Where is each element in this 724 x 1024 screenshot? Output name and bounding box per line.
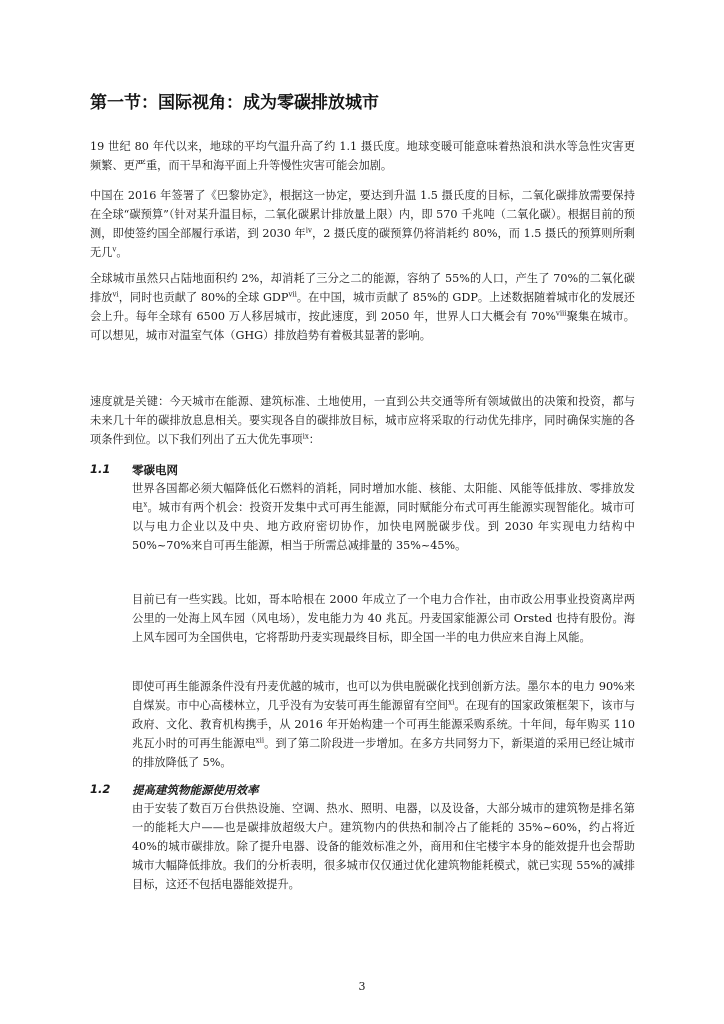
paragraph-copenhagen — [132, 590, 635, 647]
paragraph-text: 由于安装了数百万台供热设施、空调、热水、照明、电器，以及设备，大部分城市的建筑物是排名第一的能耗大户——也是碳排放超级大户。建筑物内的供热和制冷占了能耗的 35%~60%，约占将近 40%的城市碳排放。除了提升电器、设备的能效标准之外，商用和住宅楼宇本身的能效提升也会帮助城市大幅降低排放。我们的分析表明，很多城市仅仅通过优化建筑物能耗模式，就已实现 55%的减排目标，这还不包括电器能效提升。 — [132, 802, 635, 891]
paragraph-text: 。城市有两个机会：投资开发集中式可再生能源，同时赋能分布式可再生能源实现智能化。城市可以与电力企业以及中央、地方政府密切协作，加快电网脱碳步伐。到 2030 年实现电力结构中 50%~70%来自可再生能源，相当于所需总减排量的 35%~45%。 — [132, 501, 635, 552]
footnote-marker: vii — [288, 290, 297, 299]
paragraph-text: 世界各国都必须大幅降低化石燃料的消耗，同时增加水能、核能、太阳能、风能等低排放、零排放发电 — [132, 482, 635, 514]
paragraph-zero-carbon-grid — [132, 479, 635, 555]
footnote-marker: xii — [255, 736, 265, 745]
section-title: 零碳电网 — [132, 463, 178, 477]
footnote-marker: viii — [555, 309, 567, 318]
paragraph-speed-is-key — [90, 392, 635, 449]
paragraph-text: ，同时也贡献了 80%的全球 GDP — [118, 291, 289, 304]
paragraph-text: 19 世纪 80 年代以来，地球的平均气温升高了约 1.1 摄氏度。地球变暖可能意味着热浪和洪水等急性灾害更频繁、更严重，而干旱和海平面上升等慢性灾害可能会加剧。 — [90, 140, 635, 172]
paragraph-melbourne — [132, 677, 635, 772]
footnote-marker: x — [143, 500, 148, 509]
paragraph-text: ： — [308, 433, 320, 446]
paragraph-text: 。在现有的国家政策框架下，该市与政府、文化、教育机构携手，从 2016 年开始构建一个可再生能源采购系统。十年间，每年购买 110 兆瓦小时的可再生能源电 — [132, 699, 635, 750]
page-title: 第一节：国际视角：成为零碳排放城市 — [90, 93, 379, 113]
paragraph-text: 聚集在城市。可以想见，城市对温室气体（GHG）排放趋势有着极其显著的影响。 — [90, 310, 635, 342]
paragraph-cities-share — [90, 269, 635, 345]
page-number: 3 — [358, 980, 366, 993]
paragraph-paris-agreement — [90, 186, 635, 262]
paragraph-text: 。在中国，城市贡献了 85%的 GDP。上述数据随着城市化的发展还会上升。每年全球有 6500 万人移居城市，按此速度，到 2050 年，世界人口大概会有 70% — [90, 291, 635, 323]
footnote-marker: ix — [302, 432, 309, 441]
paragraph-text: 全球城市虽然只占陆地面积约 2%，却消耗了三分之二的能源，容纳了 55%的人口，产生了 70%的二氧化碳排放 — [90, 272, 635, 304]
footnote-marker: vi — [112, 290, 119, 299]
paragraph-building-efficiency — [132, 799, 635, 894]
paragraph-text: 目前已有一些实践。比如，哥本哈根在 2000 年成立了一个电力合作社，由市政公用事业投资离岸两公里的一处海上风车园（风电场），发电能力为 40 兆瓦。丹麦国家能源公司 Orsted 也持有股份。海上风车园可为全国供电，它将帮助丹麦实现最终目标，即全国一半的电力供应来自海上风能。 — [132, 593, 635, 644]
paragraph-text: 。到了第二阶段进一步增加。在多方共同努力下，新渠道的采用已经让城市的排放降低了 5%。 — [132, 737, 635, 769]
footnote-marker: iv — [305, 226, 312, 235]
footnote-marker: v — [112, 245, 117, 254]
footnote-marker: xi — [448, 698, 455, 707]
paragraph-text: 。 — [116, 246, 128, 259]
section-number: 1.1 — [90, 462, 111, 476]
paragraph-text: 速度就是关键：今天城市在能源、建筑标准、土地使用，一直到公共交通等所有领域做出的决策和投资，都与未来几十年的碳排放息息相关。要实现各自的碳排放目标，城市应将采取的行动优先排序，同时确保实施的各项条件到位。以下我们列出了五大优先事项 — [90, 395, 635, 446]
section-title: 提高建筑物能源使用效率 — [132, 783, 259, 797]
paragraph-text: 中国在 2016 年签署了《巴黎协定》，根据这一协定，要达到升温 1.5 摄氏度的目标，二氧化碳排放需要保持在全球“碳预算”（针对某升温目标，二氧化碳累计排放量上限）内，即 570 千兆吨（二氧化碳）。根据目前的预测，即使签约国全部履行承诺，到 2030 年 — [90, 189, 635, 240]
paragraph-text: ，2 摄氏度的碳预算仍将消耗约 80%，而 1.5 摄氏的预算则所剩无几 — [90, 227, 635, 259]
paragraph-warming — [90, 137, 635, 175]
section-number: 1.2 — [90, 782, 111, 796]
paragraph-text: 即使可再生能源条件没有丹麦优越的城市，也可以为供电脱碳化找到创新方法。墨尔本的电力 90%来自煤炭。市中心高楼林立，几乎没有为安装可再生能源留有空间 — [132, 680, 635, 712]
